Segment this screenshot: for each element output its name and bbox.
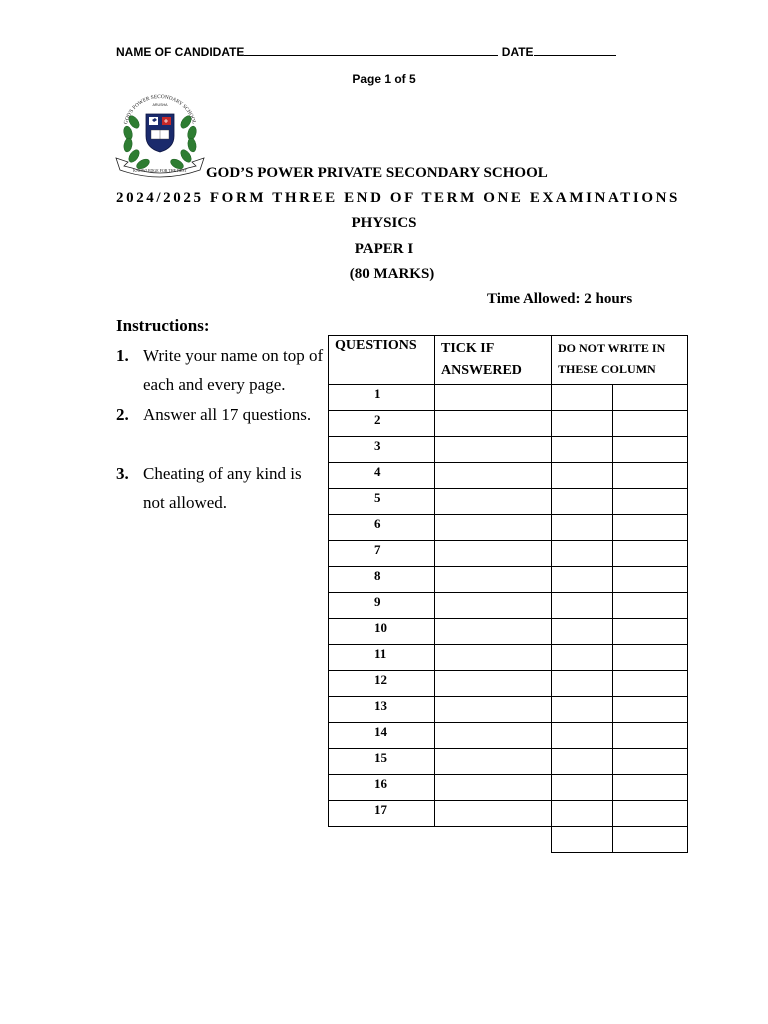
question-number-cell: 9: [329, 593, 435, 619]
examiner-cell: [613, 749, 688, 775]
examiner-cell: [552, 723, 613, 749]
tick-cell[interactable]: [435, 723, 552, 749]
instruction-number: 2.: [116, 405, 129, 424]
examiner-cell: [552, 489, 613, 515]
time-allowed: Time Allowed: 2 hours: [487, 291, 633, 307]
table-row: [329, 697, 688, 723]
date-label: DATE: [501, 45, 534, 59]
school-name: GOD’S POWER PRIVATE SECONDARY SCHOOL: [206, 165, 548, 181]
examiner-cell: [613, 593, 688, 619]
examiner-cell: [613, 723, 688, 749]
examiner-cell: [613, 541, 688, 567]
table-row: [329, 619, 688, 645]
tick-cell[interactable]: [435, 437, 552, 463]
question-number-cell: 3: [329, 437, 435, 463]
tick-cell[interactable]: [435, 671, 552, 697]
total-row: [329, 827, 688, 853]
logo-motto: KNOWLEDGE FOR THE BEST: [133, 168, 187, 173]
question-number-cell: 2: [329, 411, 435, 437]
tick-cell[interactable]: [435, 515, 552, 541]
table-row: [329, 645, 688, 671]
table-row: [329, 801, 688, 827]
tick-cell[interactable]: [435, 619, 552, 645]
examiner-cell: [552, 749, 613, 775]
question-number-cell: 12: [329, 671, 435, 697]
instruction-item: [116, 400, 326, 429]
total-cell: [613, 827, 688, 853]
logo-sub-text: ARUSHA: [152, 103, 168, 107]
examiner-cell: [613, 775, 688, 801]
page-number: Page 1 of 5: [352, 72, 416, 86]
examiner-cell: [613, 645, 688, 671]
paper-title: PAPER I: [354, 241, 414, 257]
table-header-row: [329, 336, 688, 385]
examiner-cell: [552, 411, 613, 437]
question-number-cell: 5: [329, 489, 435, 515]
table-row: [329, 463, 688, 489]
candidate-name-line: [116, 43, 616, 59]
table-row: [329, 749, 688, 775]
examiner-cell: [552, 567, 613, 593]
total-cell: [552, 827, 613, 853]
examiner-cell: [613, 411, 688, 437]
examiner-cell: [552, 385, 613, 411]
examiner-cell: [552, 463, 613, 489]
examiner-cell: [613, 619, 688, 645]
tick-cell[interactable]: [435, 645, 552, 671]
examiner-cell: [552, 697, 613, 723]
subject-title: PHYSICS: [351, 215, 417, 231]
tick-cell[interactable]: [435, 567, 552, 593]
tick-cell[interactable]: [435, 411, 552, 437]
question-number-cell: 1: [329, 385, 435, 411]
table-row: [329, 515, 688, 541]
examiner-cell: [552, 775, 613, 801]
table-row: [329, 671, 688, 697]
question-number-cell: 14: [329, 723, 435, 749]
tick-cell[interactable]: [435, 541, 552, 567]
examiner-cell: [613, 671, 688, 697]
examiner-cell: [552, 541, 613, 567]
table-row: [329, 775, 688, 801]
examiner-cell: [552, 619, 613, 645]
name-of-candidate-label: NAME OF CANDIDATE: [116, 45, 245, 59]
question-number-cell: 17: [329, 801, 435, 827]
examiner-cell: [613, 567, 688, 593]
questions-header: QUESTIONS: [329, 336, 435, 385]
examiner-cell: [552, 437, 613, 463]
examiner-cell: [613, 463, 688, 489]
shield-icon: [146, 114, 174, 152]
tick-cell[interactable]: [435, 775, 552, 801]
examiner-cell: [552, 671, 613, 697]
examiner-cell: [613, 801, 688, 827]
instruction-number: 1.: [116, 346, 129, 365]
examiner-cell: [613, 385, 688, 411]
table-row: [329, 541, 688, 567]
tick-cell[interactable]: [435, 801, 552, 827]
tick-cell[interactable]: [435, 697, 552, 723]
instruction-number: 3.: [116, 464, 129, 483]
question-number-cell: 11: [329, 645, 435, 671]
question-number-cell: 10: [329, 619, 435, 645]
tick-if-answered-header: TICK IF ANSWERED: [435, 336, 552, 385]
table-row: [329, 411, 688, 437]
examiner-cell: [552, 593, 613, 619]
instruction-text: Write your name on top of each and every page.: [143, 346, 324, 394]
table-row: [329, 723, 688, 749]
logo-top-text: GOD'S POWER SECONDARY SCHOOL: [122, 93, 198, 125]
instructions-title: Instructions:: [116, 316, 210, 335]
date-blank[interactable]: [534, 43, 616, 56]
question-number-cell: 8: [329, 567, 435, 593]
exam-title: 2024/2025 FORM THREE END OF TERM ONE EXAMINATIONS: [116, 190, 680, 206]
empty-cell: [435, 827, 552, 853]
tick-cell[interactable]: [435, 463, 552, 489]
instruction-item: [116, 459, 326, 517]
question-tracking-table: [328, 335, 688, 853]
table-row: [329, 593, 688, 619]
question-number-cell: 7: [329, 541, 435, 567]
school-crest-logo: [112, 88, 208, 182]
examiner-cell: [613, 489, 688, 515]
question-number-cell: 15: [329, 749, 435, 775]
instruction-text: Cheating of any kind is not allowed.: [143, 464, 302, 512]
tick-cell[interactable]: [435, 749, 552, 775]
examiner-cell: [613, 515, 688, 541]
question-number-cell: 16: [329, 775, 435, 801]
examiner-cell: [613, 697, 688, 723]
instruction-text: Answer all 17 questions.: [143, 405, 312, 424]
question-number-cell: 6: [329, 515, 435, 541]
table-row: [329, 489, 688, 515]
tick-cell[interactable]: [435, 489, 552, 515]
tick-cell[interactable]: [435, 593, 552, 619]
instruction-item: [116, 341, 326, 399]
table-row: [329, 437, 688, 463]
table-row: [329, 567, 688, 593]
examiner-cell: [552, 515, 613, 541]
total-marks: (80 MARKS): [349, 266, 435, 282]
examiner-cell: [552, 801, 613, 827]
question-number-cell: 4: [329, 463, 435, 489]
question-number-cell: 13: [329, 697, 435, 723]
table-row: [329, 385, 688, 411]
examiner-cell: [613, 437, 688, 463]
examiner-cell: [552, 645, 613, 671]
empty-cell: [329, 827, 435, 853]
candidate-name-blank[interactable]: [244, 43, 498, 56]
tick-cell[interactable]: [435, 385, 552, 411]
do-not-write-header: DO NOT WRITE IN THESE COLUMN: [552, 336, 688, 385]
